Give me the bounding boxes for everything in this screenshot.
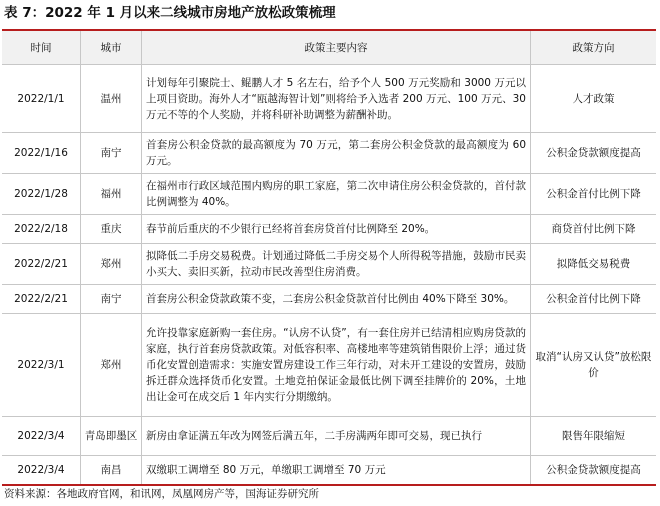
table-row bbox=[2, 243, 656, 284]
table-row bbox=[2, 313, 656, 416]
header-content: 政策主要内容 bbox=[141, 31, 530, 64]
row-city: 重庆 bbox=[80, 215, 141, 243]
row-content: 双缴职工调增至 80 万元，单缴职工调增至 70 万元 bbox=[141, 456, 530, 484]
row-city: 福州 bbox=[80, 174, 141, 214]
table-row bbox=[2, 455, 656, 484]
row-date: 2022/2/21 bbox=[14, 293, 68, 305]
row-content: 计划每年引聚院士、鲲鹏人才 5 名左右，给予个人 500 万元奖励和 3000 万元以上项目资助。海外人才“瓯越海智计划”则将给予入选者 200 万元、100 万元、30 万元不等的个人奖励，并将科研补助调整为薪酬补助。 bbox=[141, 65, 530, 132]
row-direction: 人才政策 bbox=[530, 65, 656, 132]
row-direction: 公积金贷款额度提高 bbox=[530, 133, 656, 173]
row-city: 青岛即墨区 bbox=[80, 417, 141, 455]
row-content: 首套房公积金贷款的最高额度为 70 万元，第二套房公积金贷款的最高额度为 60 万元。 bbox=[141, 133, 530, 173]
row-city: 温州 bbox=[80, 65, 141, 132]
table-row bbox=[2, 284, 656, 313]
row-direction: 公积金首付比例下降 bbox=[530, 174, 656, 214]
row-content: 拟降低二手房交易税费。计划通过降低二手房交易个人所得税等措施，鼓励市民卖小买大、卖旧买新，拉动市民改善型住房消费。 bbox=[141, 244, 530, 284]
row-city: 南昌 bbox=[80, 456, 141, 484]
row-date: 2022/2/21 bbox=[14, 258, 68, 270]
header-date: 时间 bbox=[30, 41, 52, 54]
header-city: 城市 bbox=[80, 31, 141, 64]
table-row bbox=[2, 214, 656, 243]
header-direction: 政策方向 bbox=[530, 31, 656, 64]
source-note: 资料来源：各地政府官网，和讯网，凤凰网房产等，国海证券研究所 bbox=[4, 488, 319, 500]
policy-table bbox=[2, 29, 656, 486]
table-row bbox=[2, 64, 656, 132]
row-direction: 取消“认房又认贷”放松限价 bbox=[530, 314, 656, 416]
table-row bbox=[2, 173, 656, 214]
row-date: 2022/3/1 bbox=[17, 359, 65, 371]
row-content: 新房由拿证满五年改为网签后满五年，二手房满两年即可交易，现已执行 bbox=[141, 417, 530, 455]
row-date: 2022/1/1 bbox=[17, 92, 65, 105]
row-date: 2022/1/16 bbox=[14, 147, 68, 159]
row-content: 首套房公积金贷款政策不变，二套房公积金贷款首付比例由 40%下降至 30%。 bbox=[141, 285, 530, 313]
row-date: 2022/3/4 bbox=[17, 464, 65, 476]
table-row bbox=[2, 416, 656, 455]
row-date: 2022/3/4 bbox=[17, 430, 65, 442]
row-date: 2022/1/28 bbox=[14, 188, 68, 200]
row-content: 允许投靠家庭新购一套住房。“认房不认贷”，有一套住房并已结清相应购房贷款的家庭，执行首套房贷款政策。对低容积率、高楼地率等建筑销售限价上浮；通过货币化安置创造需求：实施安置房建设工作三年行动，对未开工建设的安置房，鼓励拆迁群众选择货币化安置。土地竞拍保证金最低比例下调至挂牌价的 20%，土地出让金可在成交后 1 年内实行分期缴纳。 bbox=[141, 314, 530, 416]
table-title: 表 7：2022 年 1 月以来二线城市房地产放松政策梳理 bbox=[4, 5, 336, 21]
row-city: 南宁 bbox=[80, 133, 141, 173]
row-date: 2022/2/18 bbox=[14, 223, 68, 235]
table-row bbox=[2, 132, 656, 173]
row-city: 南宁 bbox=[80, 285, 141, 313]
row-direction: 限售年限缩短 bbox=[530, 417, 656, 455]
row-content: 在福州市行政区域范围内购房的职工家庭，第二次申请住房公积金贷款的，首付款比例调整为 40%。 bbox=[141, 174, 530, 214]
row-city: 郑州 bbox=[80, 314, 141, 416]
row-direction: 拟降低交易税费 bbox=[530, 244, 656, 284]
row-direction: 公积金首付比例下降 bbox=[530, 285, 656, 313]
row-direction: 商贷首付比例下降 bbox=[530, 215, 656, 243]
row-content: 春节前后重庆的不少银行已经将首套房贷首付比例降至 20%。 bbox=[141, 215, 530, 243]
table-header-row bbox=[2, 31, 656, 64]
row-city: 郑州 bbox=[80, 244, 141, 284]
row-direction: 公积金贷款额度提高 bbox=[530, 456, 656, 484]
